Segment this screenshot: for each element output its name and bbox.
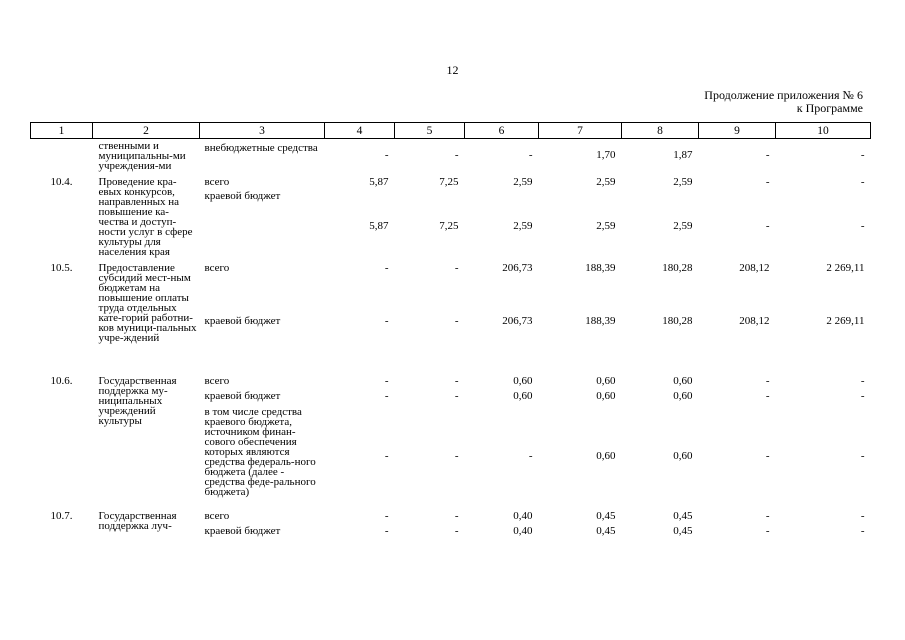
continuation-line-2: к Программе [796, 101, 863, 115]
funding-source: краевой бюджет [204, 390, 281, 402]
value-cell: 0,45 [673, 510, 693, 522]
row-name: ственными и муниципальны-ми учреждения-ми [98, 140, 186, 172]
value-cell: - [454, 390, 459, 402]
value-cell: - [454, 510, 459, 522]
table-row [31, 261, 871, 316]
value-cell: 0,45 [673, 525, 693, 537]
funding-source: в том числе средства краевого бюджета, источником финан-сового обеспечения которых являются средства федераль-ного бюджета (далее - средства феде-рального бюджета) [204, 406, 316, 498]
value-cell: - [454, 315, 459, 327]
row-name: Государственная поддержка луч- [98, 510, 177, 532]
funding-source: всего [204, 176, 230, 188]
value-cell: - [860, 510, 865, 522]
value-cell: - [765, 510, 770, 522]
value-cell: 2,59 [596, 176, 616, 188]
funding-source: всего [204, 262, 230, 274]
value-cell: 0,60 [673, 375, 693, 387]
header-col-10: 10 [776, 123, 871, 139]
row-number: 10.5. [50, 262, 73, 274]
value-cell: - [384, 375, 389, 387]
value-cell: 5,87 [369, 220, 389, 232]
header-col-3: 3 [200, 123, 325, 139]
value-cell: - [384, 262, 389, 274]
value-cell: - [454, 375, 459, 387]
row-name: Государственная поддержка му-ниципальных учреждений культуры [98, 375, 177, 427]
value-cell: - [860, 390, 865, 402]
value-cell: 0,60 [513, 390, 533, 402]
value-cell: - [454, 149, 459, 161]
row-name: Проведение кра-евых конкурсов, направленных на повышение ка-чества и доступ-ности услуг в сфере культуры для населения края [98, 176, 193, 258]
value-cell: 2,59 [513, 220, 533, 232]
table-row [31, 171, 871, 191]
value-cell: 2 269,11 [826, 262, 865, 274]
funding-source: всего [204, 375, 230, 387]
header-col-9: 9 [699, 123, 776, 139]
value-cell: - [384, 525, 389, 537]
value-cell: - [860, 220, 865, 232]
header-col-5: 5 [395, 123, 465, 139]
header-col-4: 4 [325, 123, 395, 139]
value-cell: - [765, 149, 770, 161]
value-cell: 0,45 [596, 510, 616, 522]
header-col-8: 8 [622, 123, 699, 139]
value-cell: 0,40 [513, 525, 533, 537]
header-row [31, 123, 871, 139]
funding-source: внебюджетные средства [204, 142, 318, 154]
value-cell: 206,73 [502, 262, 533, 274]
row-number: 10.6. [50, 375, 73, 387]
value-cell: - [765, 220, 770, 232]
value-cell: 0,60 [596, 375, 616, 387]
page-number: 12 [446, 63, 459, 77]
value-cell: - [384, 315, 389, 327]
value-cell: 2,59 [673, 220, 693, 232]
value-cell: - [454, 450, 459, 462]
funding-source: всего [204, 510, 230, 522]
value-cell: 7,25 [439, 176, 459, 188]
value-cell: 206,73 [502, 315, 533, 327]
value-cell: - [860, 450, 865, 462]
value-cell: - [765, 176, 770, 188]
value-cell: 188,39 [585, 315, 616, 327]
value-cell: 2,59 [513, 176, 533, 188]
table-row [31, 139, 871, 172]
value-cell: 208,12 [739, 315, 770, 327]
value-cell: - [454, 525, 459, 537]
table-row [31, 372, 871, 389]
value-cell: 0,45 [596, 525, 616, 537]
value-cell: 188,39 [585, 262, 616, 274]
header-col-6: 6 [465, 123, 539, 139]
value-cell: - [765, 525, 770, 537]
header-col-7: 7 [539, 123, 622, 139]
value-cell: - [528, 149, 533, 161]
header-col-2: 2 [93, 123, 200, 139]
header-col-1: 1 [31, 123, 93, 139]
value-cell: 2 269,11 [826, 315, 865, 327]
value-cell: 2,59 [673, 176, 693, 188]
value-cell: - [765, 450, 770, 462]
value-cell: 1,87 [673, 149, 693, 161]
row-number: 10.7. [50, 510, 73, 522]
value-cell: 7,25 [439, 220, 459, 232]
continuation-note [704, 89, 863, 115]
value-cell: - [454, 262, 459, 274]
value-cell: - [765, 375, 770, 387]
table-row [31, 507, 871, 524]
value-cell: - [765, 390, 770, 402]
value-cell: 0,60 [673, 450, 693, 462]
value-cell: 180,28 [662, 315, 693, 327]
value-cell: - [860, 375, 865, 387]
value-cell: - [384, 450, 389, 462]
funding-source: краевой бюджет [204, 525, 281, 537]
value-cell: - [384, 149, 389, 161]
value-cell: 0,40 [513, 510, 533, 522]
funding-source: краевой бюджет [204, 315, 281, 327]
value-cell: - [384, 510, 389, 522]
value-cell: 0,60 [596, 450, 616, 462]
value-cell: 208,12 [739, 262, 770, 274]
row-number: 10.4. [50, 176, 73, 188]
value-cell: - [860, 525, 865, 537]
value-cell: 5,87 [369, 176, 389, 188]
program-table [30, 122, 871, 540]
value-cell: 0,60 [513, 375, 533, 387]
funding-source: краевой бюджет [204, 190, 281, 202]
continuation-line-1: Продолжение приложения № 6 [704, 88, 863, 102]
value-cell: 0,60 [673, 390, 693, 402]
value-cell: 2,59 [596, 220, 616, 232]
value-cell: 1,70 [596, 149, 616, 161]
value-cell: - [528, 450, 533, 462]
value-cell: 0,60 [596, 390, 616, 402]
value-cell: - [860, 176, 865, 188]
row-name: Предоставление субсидий мест-ным бюджетам на повышение оплаты труда отдельных кате-горий работни-ков муници-пальных учре-ждений [98, 262, 197, 344]
row-number [31, 139, 93, 172]
value-cell: 180,28 [662, 262, 693, 274]
value-cell: - [384, 390, 389, 402]
value-cell: - [860, 149, 865, 161]
